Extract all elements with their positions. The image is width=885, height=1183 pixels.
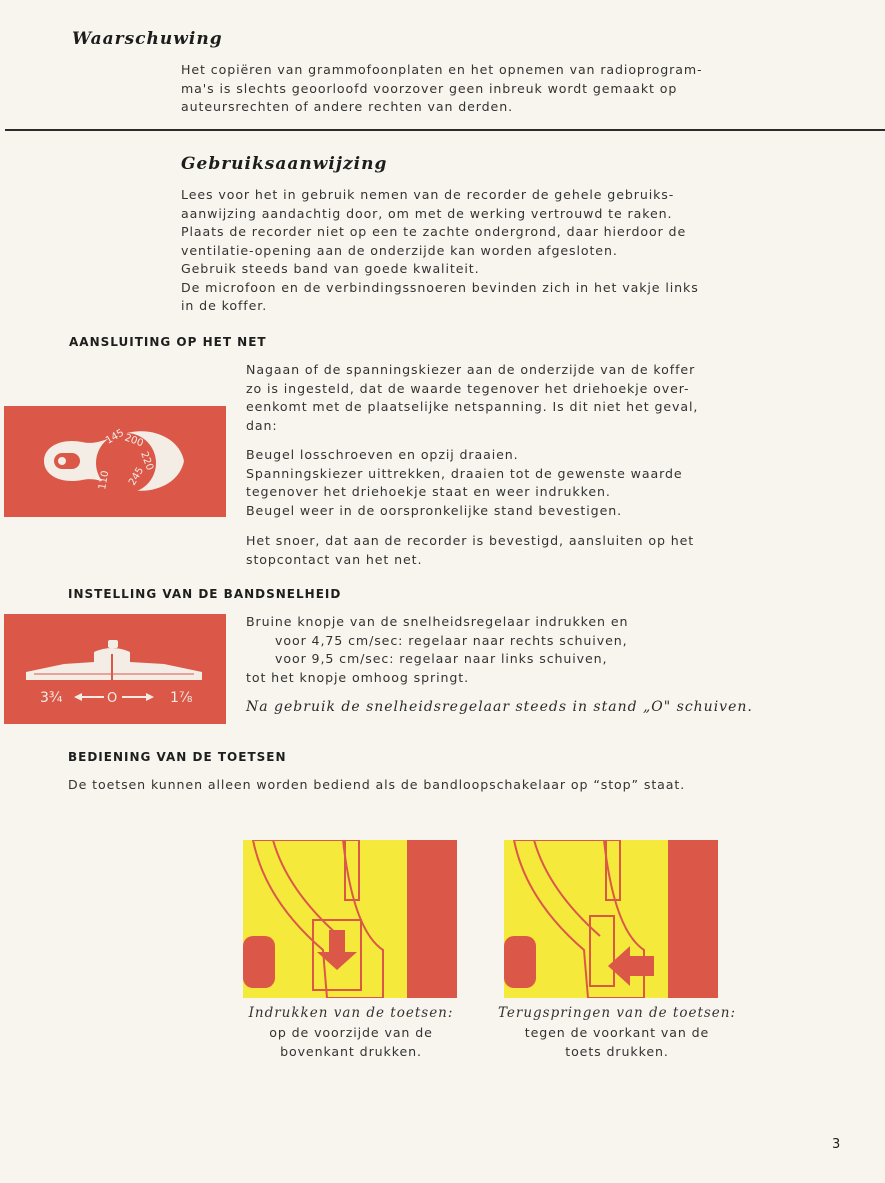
keys-intro: De toetsen kunnen alleen worden bediend als de bandloopschakelaar op “stop” staat. xyxy=(68,777,686,792)
speed-line: Bruine knopje van de snelheidsregelaar indrukken en xyxy=(246,614,629,629)
dial-value: 220 xyxy=(138,450,156,472)
mains-line: Het snoer, dat aan de recorder is bevestigd, aansluiten op het xyxy=(246,533,695,548)
mains-line: tegenover het driehoekje staat en weer indrukken. xyxy=(246,484,611,499)
mains-para-2 xyxy=(246,446,716,520)
mains-heading: AANSLUITING OP HET NET xyxy=(69,335,267,349)
speed-slider-icon xyxy=(4,614,226,724)
voltage-dial-icon xyxy=(4,406,226,517)
press-caption-title: Indrukken van de toetsen: xyxy=(248,1005,454,1021)
speed-note: Na gebruik de snelheidsregelaar steeds in stand „O" schuiven. xyxy=(246,699,753,715)
dial-value: 245 xyxy=(127,465,147,488)
speed-label-center: O xyxy=(107,691,118,706)
dial-value: 200 xyxy=(122,432,145,450)
ac-symbol: ~ xyxy=(160,466,175,477)
press-caption-line: bovenkant drukken. xyxy=(280,1044,422,1059)
release-caption-title: Terugspringen van de toetsen: xyxy=(497,1005,737,1021)
instructions-line: in de koffer. xyxy=(181,298,268,313)
release-key-icon xyxy=(504,840,718,998)
speed-heading: INSTELLING VAN DE BANDSNELHEID xyxy=(68,587,342,601)
speed-label-left: 3¾ xyxy=(40,690,63,706)
dial-value: 145 xyxy=(104,427,127,447)
mains-line: Spanningskiezer uittrekken, draaien tot de gewenste waarde xyxy=(246,465,683,481)
dial-value: 110 xyxy=(97,469,112,491)
release-caption-line: toets drukken. xyxy=(565,1044,669,1059)
key-press-illustration xyxy=(243,840,457,998)
press-caption xyxy=(236,1004,466,1061)
mains-para-3 xyxy=(246,532,716,569)
warning-title: Waarschuwing xyxy=(72,29,223,49)
warning-text xyxy=(181,61,721,117)
release-caption xyxy=(497,1004,737,1061)
voltage-selector-illustration xyxy=(4,406,226,517)
warning-line: Het copiëren van grammofoonplaten en het opnemen van radioprogram- xyxy=(181,62,703,77)
speed-label-right: 1⅞ xyxy=(170,690,193,706)
mains-line: Nagaan of de spanningskiezer aan de onderzijde van de koffer xyxy=(246,362,696,377)
keys-heading: BEDIENING VAN DE TOETSEN xyxy=(68,750,287,764)
instructions-line: ventilatie-opening aan de onderzijde kan worden afgesloten. xyxy=(181,242,618,258)
speed-text xyxy=(246,613,716,687)
press-caption-line: op de voorzijde van de xyxy=(269,1025,433,1040)
page-number: 3 xyxy=(832,1137,841,1152)
release-caption-line: tegen de voorkant van de xyxy=(524,1025,710,1040)
instructions-text xyxy=(181,186,721,316)
warning-line: ma's is slechts geoorloofd voorzover geen inbreuk wordt gemaakt op xyxy=(181,80,678,96)
mains-line: eenkomt met de plaatselijke netspanning. Is dit niet het geval, xyxy=(246,399,699,414)
mains-line: Beugel weer in de oorspronkelijke stand bevestigen. xyxy=(246,502,622,518)
speed-line: voor 9,5 cm/sec: regelaar naar links schuiven, xyxy=(275,651,608,666)
instructions-line: De microfoon en de verbindingssnoeren bevinden zich in het vakje links xyxy=(181,279,699,295)
warning-line: auteursrechten of andere rechten van derden. xyxy=(181,99,513,114)
speed-line: voor 4,75 cm/sec: regelaar naar rechts schuiven, xyxy=(275,632,628,648)
key-release-illustration xyxy=(504,840,718,998)
divider-rule xyxy=(5,129,885,131)
instructions-line: aanwijzing aandachtig door, om met de werking vertrouwd te raken. xyxy=(181,205,673,221)
press-key-icon xyxy=(243,840,457,998)
mains-line: zo is ingesteld, dat de waarde tegenover het driehoekje over- xyxy=(246,380,690,396)
instructions-title: Gebruiksaanwijzing xyxy=(181,154,388,174)
mains-para-1 xyxy=(246,361,716,435)
speed-line: tot het knopje omhoog springt. xyxy=(246,669,469,685)
mains-line: stopcontact van het net. xyxy=(246,551,423,567)
instructions-line: Gebruik steeds band van goede kwaliteit. xyxy=(181,261,480,276)
mains-line: Beugel losschroeven en opzij draaien. xyxy=(246,447,519,462)
mains-line: dan: xyxy=(246,417,278,433)
speed-regulator-illustration xyxy=(4,614,226,724)
instructions-line: Plaats de recorder niet op een te zachte ondergrond, daar hierdoor de xyxy=(181,224,687,239)
instructions-line: Lees voor het in gebruik nemen van de recorder de gehele gebruiks- xyxy=(181,187,675,202)
